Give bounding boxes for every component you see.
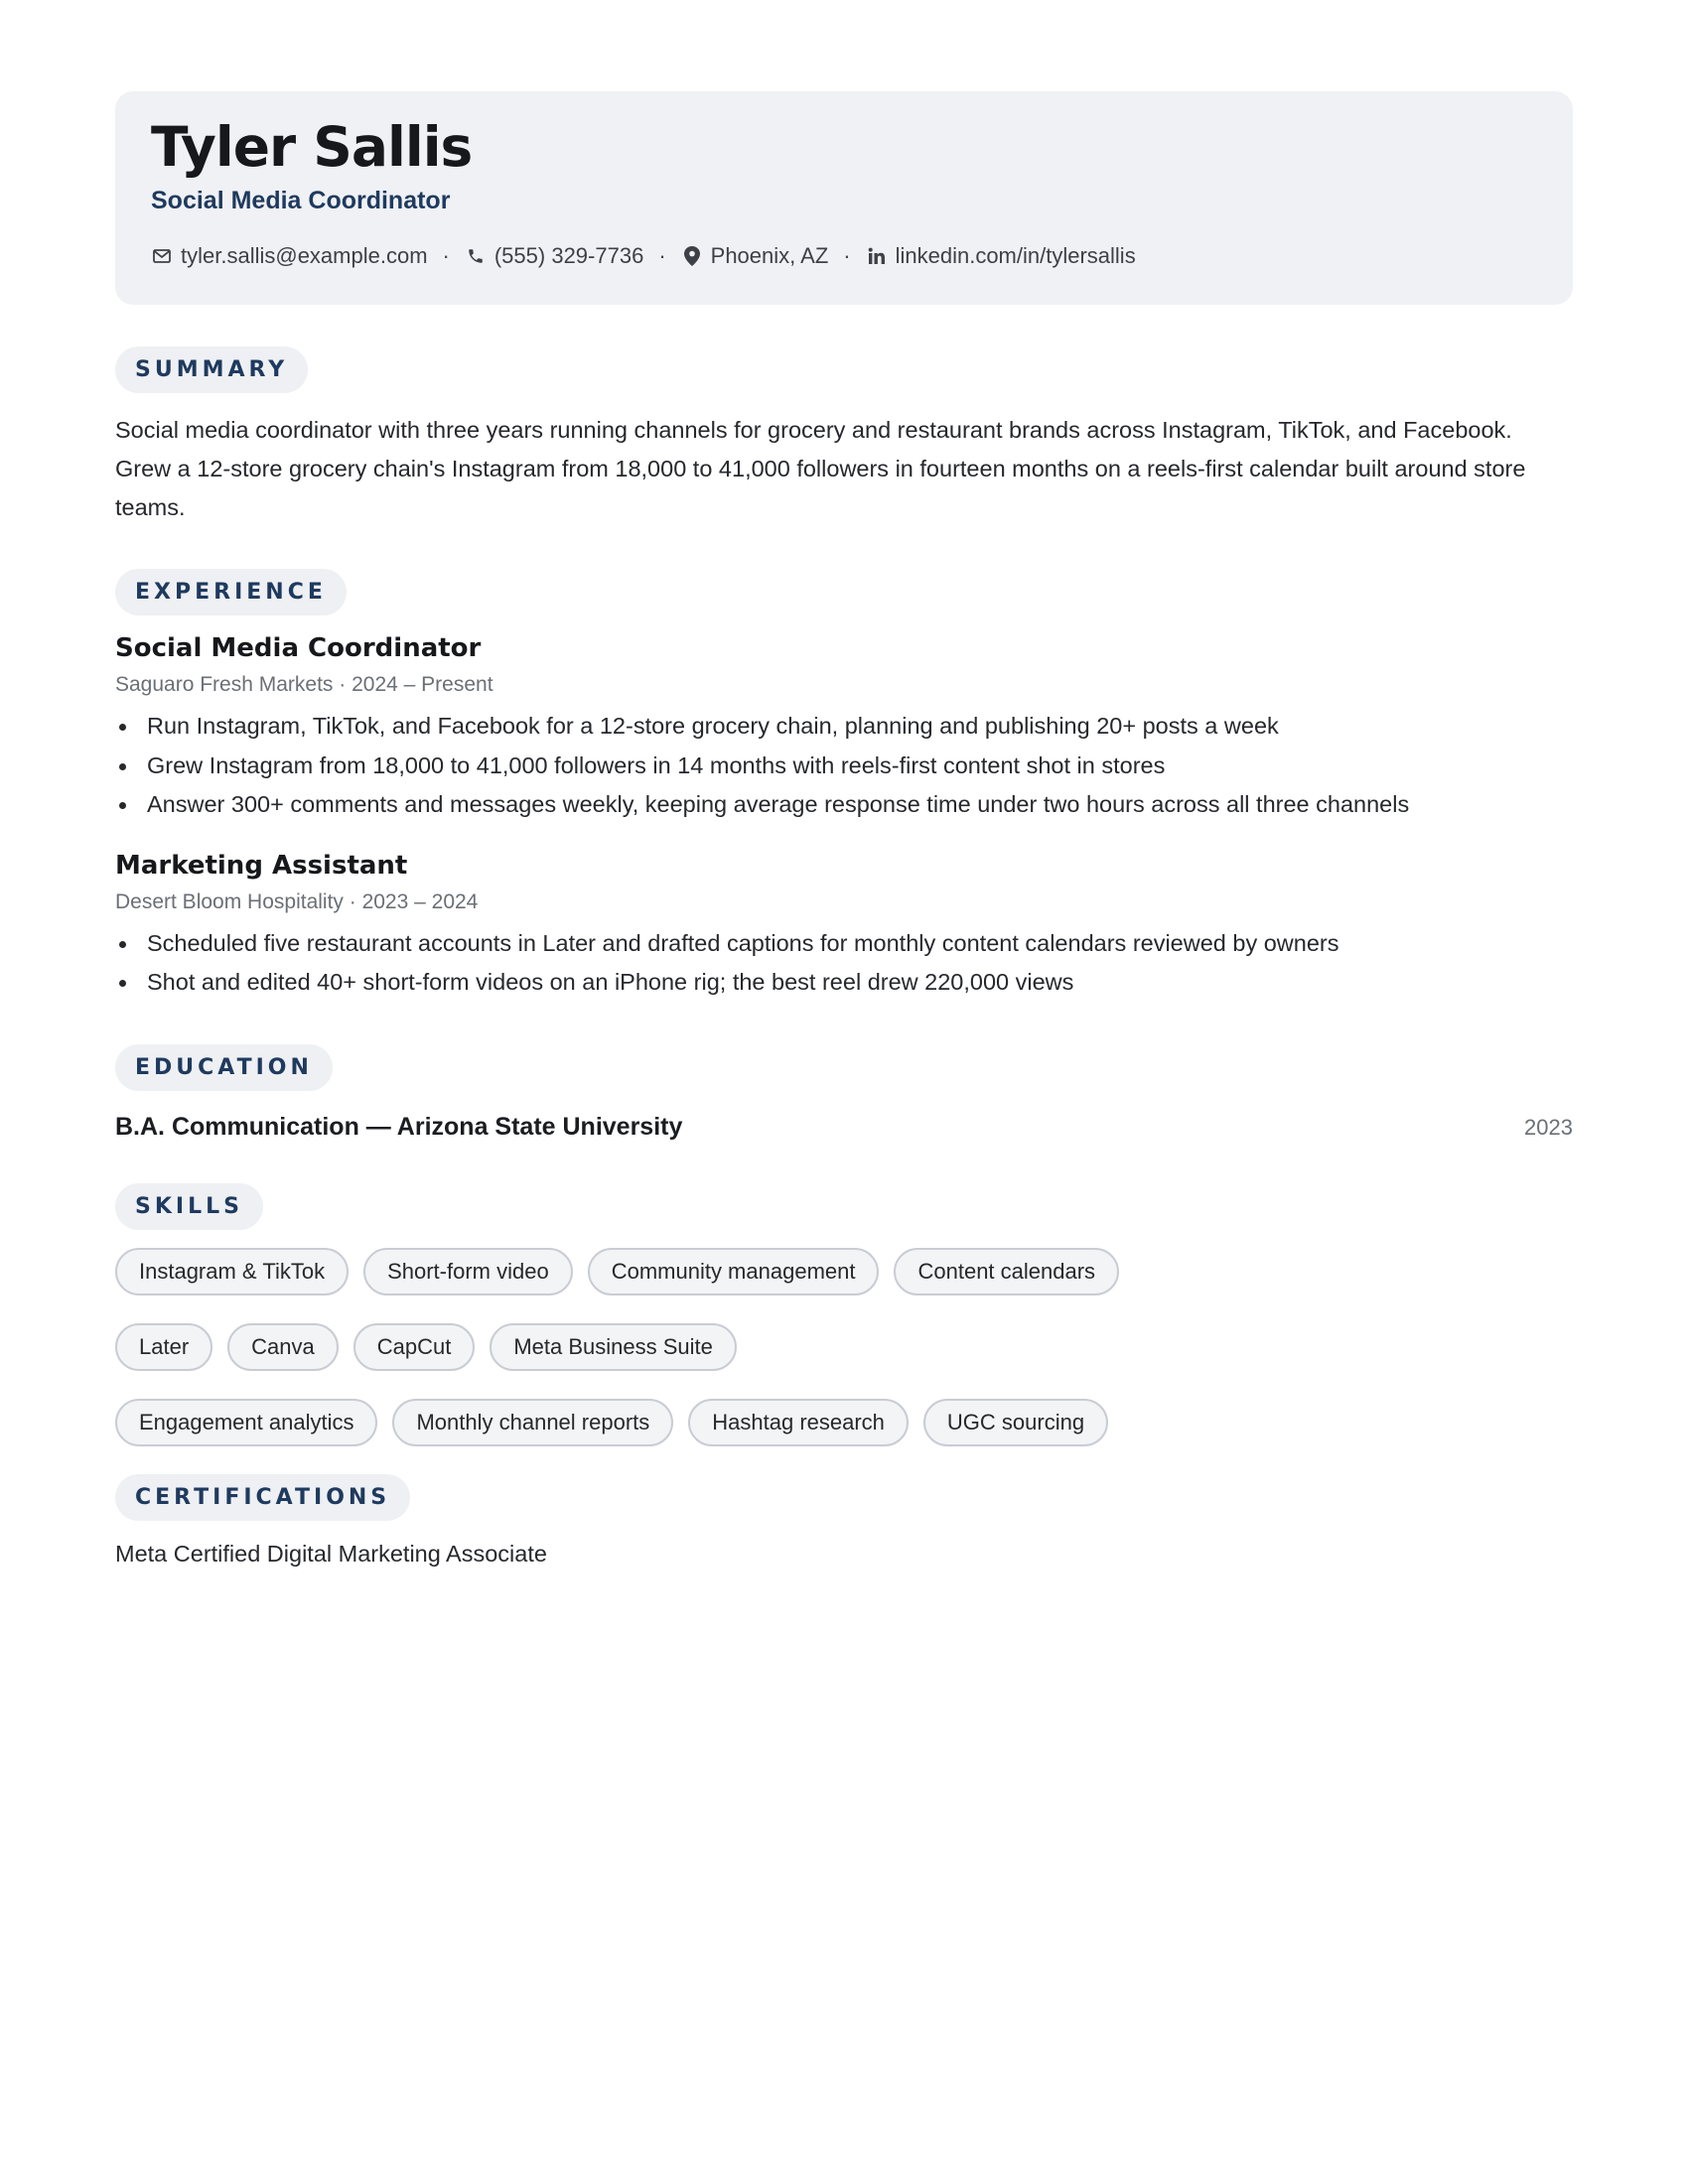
- skill-chip: Engagement analytics: [115, 1399, 377, 1446]
- job-bullet: Scheduled five restaurant accounts in Later and drafted captions for monthly content calendars reviewed by owners: [115, 924, 1573, 964]
- section-title-certifications: CERTIFICATIONS: [115, 1474, 410, 1521]
- education-section: [115, 1044, 1573, 1142]
- section-title-skills: SKILLS: [115, 1183, 263, 1230]
- job-bullet: Shot and edited 40+ short-form videos on an iPhone rig; the best reel drew 220,000 views: [115, 963, 1573, 1003]
- skill-chip: Meta Business Suite: [490, 1323, 737, 1371]
- skill-chip: Short-form video: [363, 1248, 573, 1296]
- job-bullet: Run Instagram, TikTok, and Facebook for a 12-store grocery chain, planning and publishing 20+ posts a week: [115, 707, 1573, 747]
- contact-location-text: Phoenix, AZ: [710, 242, 829, 268]
- skill-chip: UGC sourcing: [923, 1399, 1108, 1446]
- contact-email-text: tyler.sallis@example.com: [181, 242, 428, 268]
- skill-row: [115, 1248, 1207, 1296]
- skill-chip: Canva: [227, 1323, 339, 1371]
- job-bullet: Grew Instagram from 18,000 to 41,000 followers in 14 months with reels-first content shot in stores: [115, 747, 1573, 786]
- skill-chip: Community management: [588, 1248, 880, 1296]
- candidate-name: Tyler Sallis: [151, 115, 473, 179]
- job-meta: Saguaro Fresh Markets · 2024 – Present: [115, 673, 493, 696]
- education-year: 2023: [1524, 1114, 1573, 1140]
- contact-separator: ·: [658, 242, 666, 268]
- skill-chip: Instagram & TikTok: [115, 1248, 349, 1296]
- contact-separator: ·: [442, 242, 450, 268]
- job-bullet: Answer 300+ comments and messages weekly, keeping average response time under two hours across all three channels: [115, 785, 1573, 825]
- job-entry: [115, 851, 1573, 1003]
- contact-location: [681, 243, 829, 269]
- resume-page: [115, 91, 1573, 1568]
- certification-item: Meta Certified Digital Marketing Associate: [115, 1540, 547, 1567]
- job-entry: [115, 633, 1573, 825]
- skill-chip: Content calendars: [894, 1248, 1119, 1296]
- job-title: Social Media Coordinator: [115, 633, 482, 663]
- experience-section: [115, 569, 1573, 1003]
- linkedin-icon: [866, 245, 888, 267]
- contact-linkedin-text: linkedin.com/in/tylersallis: [895, 242, 1136, 268]
- job-title: Marketing Assistant: [115, 850, 408, 881]
- skill-chip: Hashtag research: [688, 1399, 909, 1446]
- job-bullets: [115, 707, 1573, 825]
- contact-email[interactable]: [151, 243, 428, 269]
- summary-text: Social media coordinator with three years running channels for grocery and restaurant brands across Instagram, TikTok, and Facebook. Grew a 12-store grocery chain's Instagram from 18,000 to 41,000 followers in fourteen months on a reels-first calendar built around store teams.: [115, 417, 1526, 520]
- contact-phone[interactable]: [465, 243, 643, 269]
- skill-chip: Monthly channel reports: [392, 1399, 673, 1446]
- skills-section: [115, 1183, 1573, 1446]
- job-meta: Desert Bloom Hospitality · 2023 – 2024: [115, 889, 479, 913]
- mail-icon: [151, 245, 173, 267]
- candidate-role: Social Media Coordinator: [151, 186, 451, 214]
- job-bullets: [115, 924, 1573, 1003]
- resume-header: [115, 91, 1573, 305]
- skill-row: [115, 1399, 1207, 1446]
- skill-row: [115, 1323, 1207, 1371]
- contact-row: [151, 243, 1537, 269]
- location-pin-icon: [681, 245, 703, 267]
- certifications-section: [115, 1474, 1573, 1568]
- phone-icon: [465, 245, 487, 267]
- skill-chips: [115, 1248, 1207, 1446]
- education-degree: B.A. Communication — Arizona State University: [115, 1112, 683, 1141]
- contact-linkedin[interactable]: [866, 243, 1136, 269]
- section-title-summary: SUMMARY: [115, 346, 308, 393]
- contact-separator: ·: [843, 242, 851, 268]
- education-entry: [115, 1113, 1573, 1142]
- contact-phone-text: (555) 329-7736: [493, 242, 644, 268]
- skill-chip: Later: [115, 1323, 212, 1371]
- section-title-education: EDUCATION: [115, 1044, 333, 1091]
- section-title-experience: EXPERIENCE: [115, 569, 347, 615]
- skill-chip: CapCut: [353, 1323, 476, 1371]
- summary-section: [115, 346, 1573, 527]
